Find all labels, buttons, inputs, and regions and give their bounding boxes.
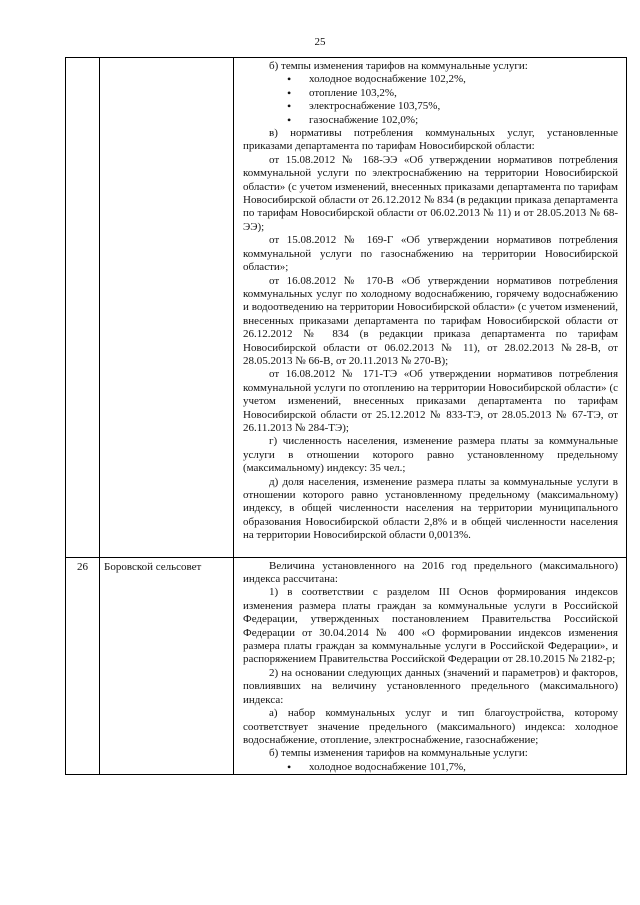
municipality-name xyxy=(100,58,234,558)
table-row xyxy=(66,557,627,775)
paragraph: от 16.08.2012 № 171-ТЭ «Об утверждении нормативов потребления коммунальной услуги по отоплению на территории Новосибирской области» (с учетом изменений, внесенных приказами департамента по тарифам Новосибирской области от 25.12.2012 № 833-ТЭ, от 28.05.2013 № 67-ТЭ, от 26.11.2013 № 284-ТЭ); xyxy=(243,368,618,434)
paragraph: от 15.08.2012 № 169-Г «Об утверждении нормативов потребления коммунальной услуги по газоснабжению на территории Новосибирской области»; xyxy=(243,234,618,274)
paragraph: а) набор коммунальных услуг и тип благоустройства, которому соответствует значение предельного (максимального) индекса: холодное водоснабжение, отопление, электроснабжение, газоснабжение; xyxy=(243,707,618,746)
page-number: 25 xyxy=(314,36,326,48)
row-content xyxy=(234,557,627,775)
tariff-heading: б) темпы изменения тарифов на коммунальные услуги: xyxy=(269,747,528,760)
list-item: • холодное водоснабжение 102,2%, xyxy=(243,73,618,86)
list-item: • электроснабжение 103,75%, xyxy=(243,100,618,113)
paragraph: д) доля населения, изменение размера платы за коммунальные услуги в отношении которого равно установленному предельному (максимальному) индексу, в общей численности населения на территории муниципального образования Новосибирской области 2,8% и в общей численности населения на территории Новосибирской области 0,0013%. xyxy=(243,475,618,542)
tariff-list xyxy=(243,761,618,774)
municipality-name: Боровской сельсовет xyxy=(100,557,234,775)
list-item: • газоснабжение 102,0%; xyxy=(243,114,618,127)
row-number: 26 xyxy=(66,557,100,775)
list-item: • отопление 103,2%, xyxy=(243,87,618,100)
paragraph: от 16.08.2012 № 170-В «Об утверждении нормативов потребления коммунальных услуг по холодному водоснабжению, горячему водоснабжению и водоотведению на территории Новосибирской области» (с учетом изменений, внесенных приказами департамента по тарифам Новосибирской области от 26.12.2012 № 834 (в редакции приказа департамента по тарифам Новосибирской области от 06.02.2013 № 11), от 28.02.2013 №28-В, от 28.05.2013 № 66-В, от 20.11.2013 № 270-В); xyxy=(243,274,618,367)
list-item: • холодное водоснабжение 101,7%, xyxy=(243,761,618,774)
row-number xyxy=(66,58,100,558)
tariff-list xyxy=(243,73,618,127)
paragraph: в) нормативы потребления коммунальных услуг, установленные приказами департамента по тарифам Новосибирской области: xyxy=(243,127,618,153)
paragraph: 2) на основании следующих данных (значений и параметров) и факторов, повлиявших на величину установленного предельного (максимального) индекса: xyxy=(243,666,618,706)
paragraph: г) численность населения, изменение размера платы за коммунальные услуги в отношении которого равно установленному предельному (максимальному) индексу: 35 чел.; xyxy=(243,435,618,475)
paragraph: от 15.08.2012 № 168-ЭЭ «Об утверждении нормативов потребления коммунальной услуги по электроснабжению на территории Новосибирской области» (с учетом изменений, внесенных приказами департамента по тарифам Новосибирской области от 26.12.2012 № 834 (в редакции приказа департамента по тарифам Новосибирской области от 06.02.2013 № 11) и от 28.05.2013 № 68-ЭЭ); xyxy=(243,153,618,233)
paragraph: 1) в соответствии с разделом III Основ формирования индексов изменения размера платы граждан за коммунальные услуги в Российской Федерации, утвержденных постановлением Правительства Российской Федерации от 30.04.2014 № 400 «О формировании индексов изменения размера платы граждан за коммунальные услуги в Российской Федерации», и распоряжением Правительства Российской Федерации от 28.10.2015 № 2182-р; xyxy=(243,586,618,666)
table-row xyxy=(66,58,627,558)
index-table xyxy=(65,57,627,775)
paragraph: Величина установленного на 2016 год предельного (максимального) индекса рассчитана: xyxy=(243,559,618,586)
row-content xyxy=(234,58,627,558)
tariff-heading: б) темпы изменения тарифов на коммунальные услуги: xyxy=(269,60,528,72)
